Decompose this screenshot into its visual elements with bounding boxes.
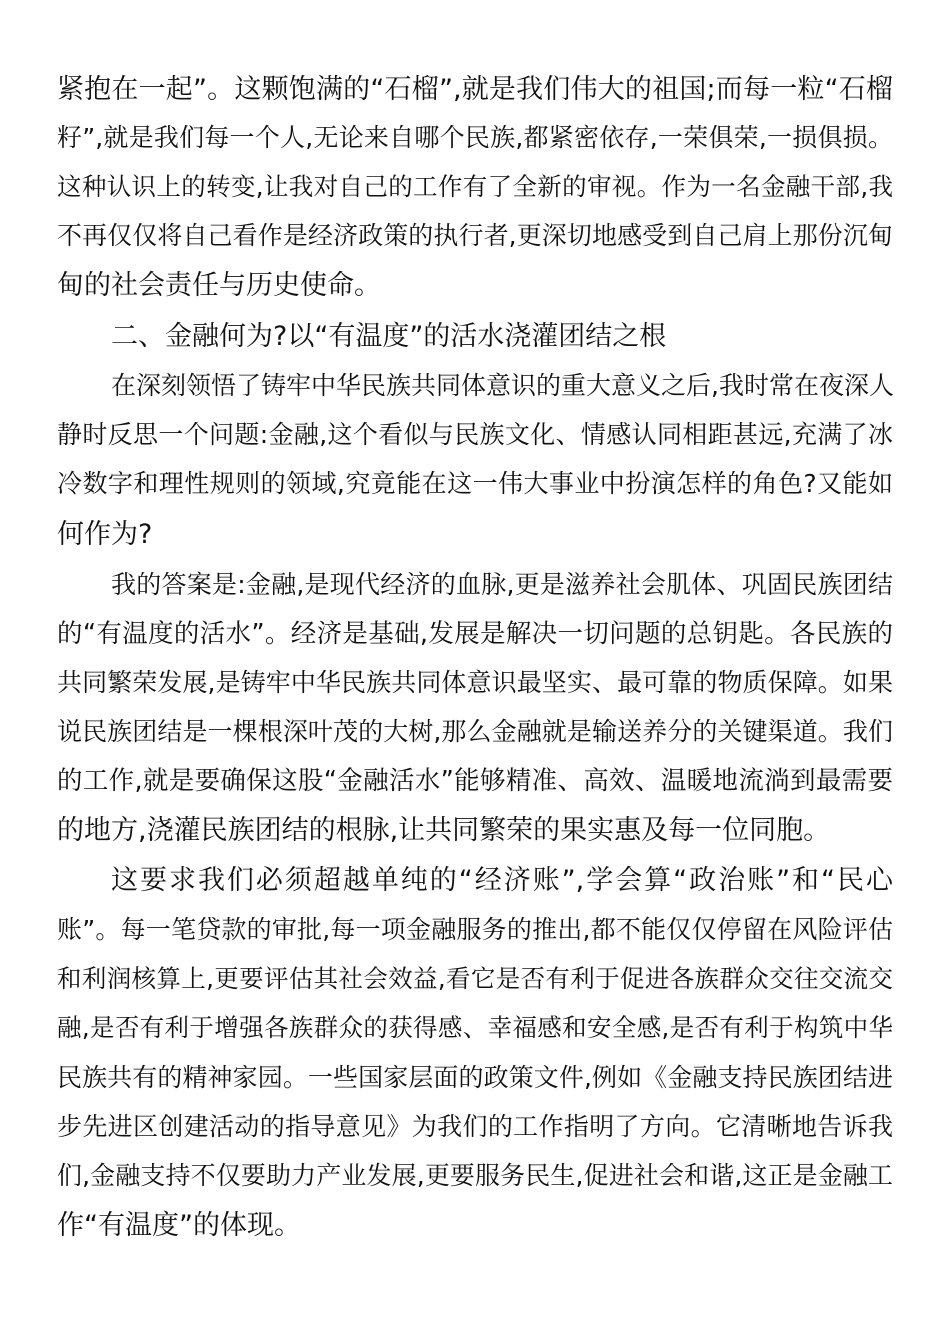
text-line: 民族共有的精神家园。一些国家层面的政策文件,例如《金融支持民族团结进 [57,1063,893,1092]
text-line: 不再仅仅将自己看作是经济政策的执行者,更深切地感受到自己肩上那份沉甸 [57,221,893,250]
section-heading: 二、金融何为?以“有温度”的活水浇灌团结之根 [111,321,667,352]
text-line: 在深刻领悟了铸牢中华民族共同体意识的重大意义之后,我时常在夜深人 [111,371,894,400]
text-line: 们,金融支持不仅要助力产业发展,更要服务民生,促进社会和谐,这正是金融工 [57,1161,893,1190]
text-line: 籽”,就是我们每一个人,无论来自哪个民族,都紧密依存,一荣俱荣,一损俱损。 [57,123,893,152]
text-line: 静时反思一个问题:金融,这个看似与民族文化、情感认同相距甚远,充满了冰 [57,420,893,449]
text-line: 的“有温度的活水”。经济是基础,发展是解决一切问题的总钥匙。各民族的 [57,619,893,649]
text-line: 作“有温度”的体现。 [57,1210,301,1241]
text-line: 融,是否有利于增强各族群众的获得感、幸福感和安全感,是否有利于构筑中华 [57,1013,893,1042]
text-line: 账”。每一笔贷款的审批,每一项金融服务的推出,都不能仅仅停留在风险评估 [57,915,893,944]
text-line: 这要求我们必须超越单纯的“经济账”,学会算“政治账”和“民心 [111,865,893,896]
text-line: 步先进区创建活动的指导意见》为我们的工作指明了方向。它清晰地告诉我 [57,1112,893,1141]
text-line: 这种认识上的转变,让我对自己的工作有了全新的审视。作为一名金融干部,我 [57,172,893,201]
text-line: 和利润核算上,更要评估其社会效益,看它是否有利于促进各族群众交往交流交 [57,964,893,993]
text-line: 紧抱在一起”。这颗饱满的“石榴”,就是我们伟大的祖国;而每一粒“石榴 [57,74,893,105]
text-line: 我的答案是:金融,是现代经济的血脉,更是滋养社会肌体、巩固民族团结 [111,570,893,599]
text-line: 说民族团结是一棵根深叶茂的大树,那么金融就是输送养分的关键渠道。我们 [57,717,893,746]
text-line: 冷数字和理性规则的领域,究竟能在这一伟大事业中扮演怎样的角色?又能如 [57,469,893,498]
text-line: 的地方,浇灌民族团结的根脉,让共同繁荣的果实惠及每一位同胞。 [57,815,831,846]
text-line: 何作为? [57,519,153,550]
text-line: 的工作,就是要确保这股“金融活水”能够精准、高效、温暖地流淌到最需要 [57,766,893,796]
text-line: 甸的社会责任与历史使命。 [57,270,381,301]
text-line: 共同繁荣发展,是铸牢中华民族共同体意识最坚实、最可靠的物质保障。如果 [57,668,893,697]
